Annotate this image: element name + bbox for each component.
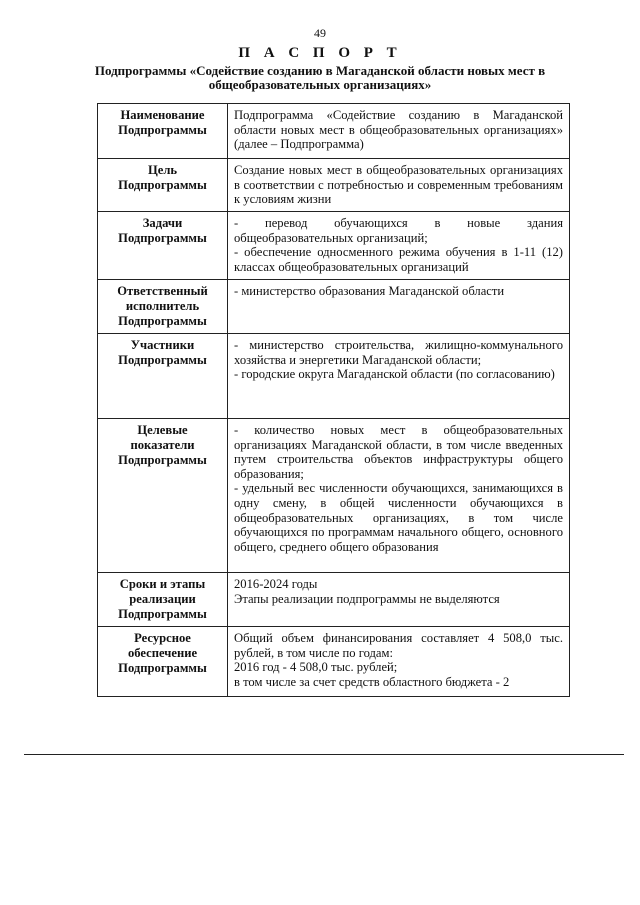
row-label: Наименование Подпрограммы [98, 104, 228, 159]
value-line: - министерство строительства, жилищно-коммунального хозяйства и энергетики Магаданской области; [234, 338, 563, 367]
row-value [228, 280, 570, 334]
value-line: Создание новых мест в общеобразовательных организациях в соответствии с потребностью и современным требованиям к условиям жизни [234, 163, 563, 207]
value-line: - количество новых мест в общеобразовательных организациях Магаданской области, в том числе введенных путем строительства объектов инфраструктуры общего образования; [234, 423, 563, 481]
table-row [98, 104, 570, 159]
row-label: Ответственный исполнитель Подпрограммы [98, 280, 228, 334]
row-value [228, 573, 570, 627]
row-value [228, 627, 570, 697]
table-row [98, 334, 570, 419]
row-label: Сроки и этапы реализации Подпрограммы [98, 573, 228, 627]
table-row [98, 280, 570, 334]
page-number: 49 [314, 26, 326, 40]
document-title: П А С П О Р Т [238, 45, 402, 61]
row-label: Участники Подпрограммы [98, 334, 228, 419]
value-line: 2016-2024 годы [234, 577, 318, 591]
value-line: Подпрограмма «Содействие созданию в Магаданской области новых мест в общеобразовательных организациях» (далее – Подпрограмма) [234, 108, 563, 152]
table-row [98, 419, 570, 573]
row-value [228, 104, 570, 159]
document-subtitle: Подпрограммы «Содействие созданию в Магаданской области новых мест в общеобразовательных организациях» [94, 63, 546, 92]
value-line: в том числе за счет средств областного бюджета - 2 [234, 674, 510, 689]
value-line: - удельный вес численности обучающихся, занимающихся в одну смену, в общей численности обучающихся в общеобразовательных организациях, в том числе обучающихся по программам начального общего, основного общего, среднего общего образования [234, 481, 563, 554]
row-value [228, 419, 570, 573]
table-row [98, 212, 570, 280]
table-row [98, 627, 570, 697]
page-divider [24, 754, 624, 755]
row-label: Целевые показатели Подпрограммы [98, 419, 228, 573]
row-value [228, 334, 570, 419]
row-value [228, 212, 570, 280]
row-label: Цель Подпрограммы [98, 159, 228, 212]
table-row [98, 573, 570, 627]
value-line: Общий объем финансирования составляет 4 508,0 тыс. рублей, в том числе по годам: [234, 631, 563, 660]
value-line: - министерство образования Магаданской области [234, 284, 505, 298]
row-value [228, 159, 570, 212]
passport-table [97, 103, 570, 697]
value-line: 2016 год - 4 508,0 тыс. рублей; [234, 660, 398, 675]
value-line: - перевод обучающихся в новые здания общеобразовательных организаций; [234, 216, 563, 245]
table-row [98, 159, 570, 212]
value-line: Этапы реализации подпрограммы не выделяются [234, 591, 500, 606]
value-line: - городские округа Магаданской области (по согласованию) [234, 367, 555, 382]
value-line: - обеспечение односменного режима обучения в 1-11 (12) классах общеобразовательных организаций [234, 245, 563, 274]
row-label: Ресурсное обеспечение Подпрограммы [98, 627, 228, 697]
row-label: Задачи Подпрограммы [98, 212, 228, 280]
